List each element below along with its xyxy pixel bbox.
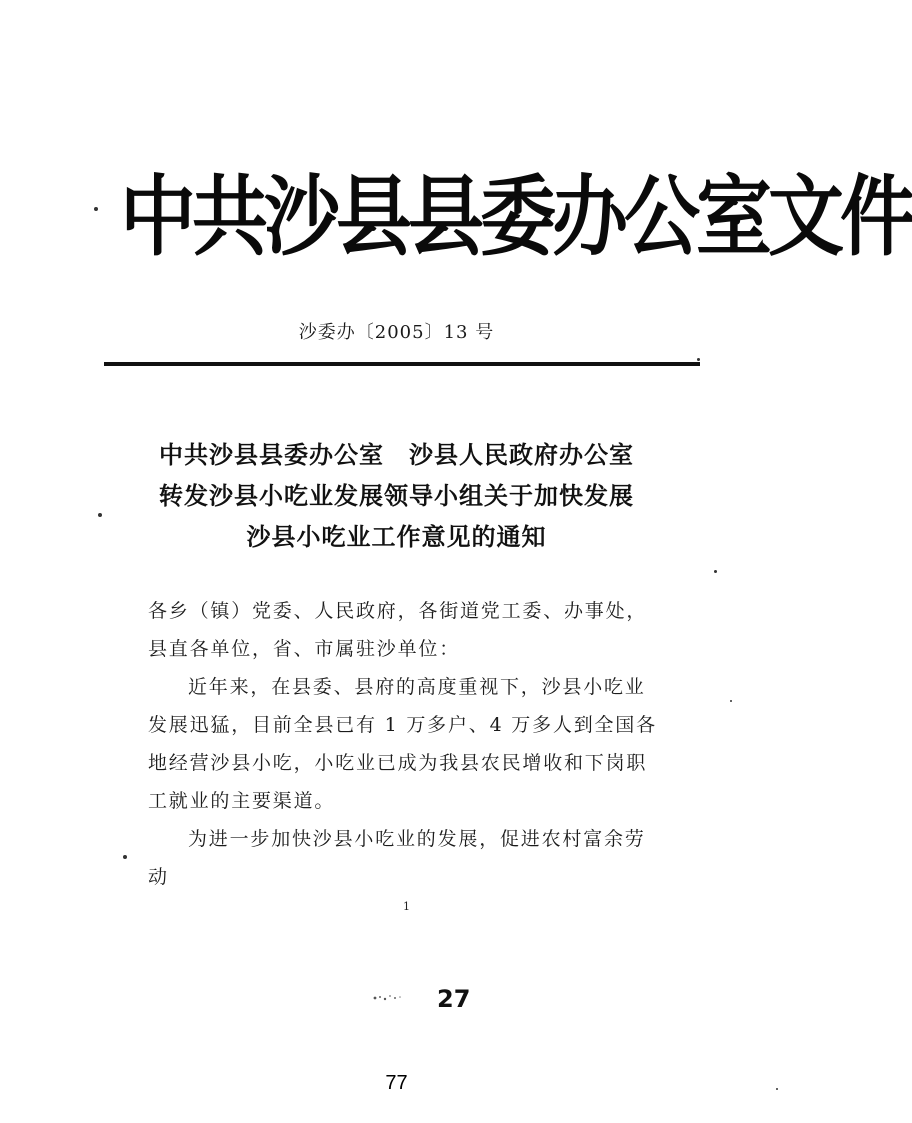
scan-speck <box>94 207 98 211</box>
scan-speck <box>123 855 127 859</box>
page-number: 1 <box>403 900 410 913</box>
masthead-char: 文 <box>768 165 840 268</box>
document-number: 沙委办〔2005〕13 号 <box>298 322 495 343</box>
scan-speck <box>730 700 732 702</box>
masthead-char: 沙 <box>264 165 336 268</box>
masthead-char: 公 <box>624 165 696 268</box>
scan-speck <box>697 358 700 361</box>
body-paragraph-2: 为进一步加快沙县小吃业的发展，促进农村富余劳动 <box>148 828 646 888</box>
masthead-char: 县 <box>336 165 408 268</box>
title-line-2: 转发沙县小吃业发展领导小组关于加快发展 <box>159 481 634 510</box>
body-paragraph-1: 近年来，在县委、县府的高度重视下，沙县小吃业发展迅猛，目前全县已有 1 万多户、4 万多人到全国各地经营沙县小吃，小吃业已成为我县农民增收和下岗职工就业的主要渠道。 <box>148 676 657 812</box>
scan-speck <box>714 570 717 573</box>
salutation-paragraph: 各乡（镇）党委、人民政府，各街道党工委、办事处，县直各单位，省、市属驻沙单位： <box>148 600 648 660</box>
notice-title <box>0 434 793 557</box>
masthead-title <box>120 161 912 274</box>
header-divider <box>104 362 700 366</box>
scan-speck <box>98 513 102 517</box>
scan-smudge-icon <box>372 992 406 1002</box>
masthead-char: 办 <box>552 165 624 268</box>
scan-speck <box>776 1088 778 1090</box>
masthead-char: 委 <box>480 165 552 268</box>
masthead-char: 中 <box>120 165 192 268</box>
body-text <box>148 592 664 896</box>
title-line-3: 沙县小吃业工作意见的通知 <box>246 522 547 551</box>
masthead-char: 共 <box>192 165 264 268</box>
bottom-page-number: 77 <box>385 1072 408 1094</box>
title-line-1: 中共沙县县委办公室 沙县人民政府办公室 <box>159 440 634 469</box>
stamp-number: 27 <box>437 985 471 1013</box>
masthead-char: 县 <box>408 165 480 268</box>
masthead-char: 件 <box>840 165 912 268</box>
masthead-char: 室 <box>696 165 768 268</box>
